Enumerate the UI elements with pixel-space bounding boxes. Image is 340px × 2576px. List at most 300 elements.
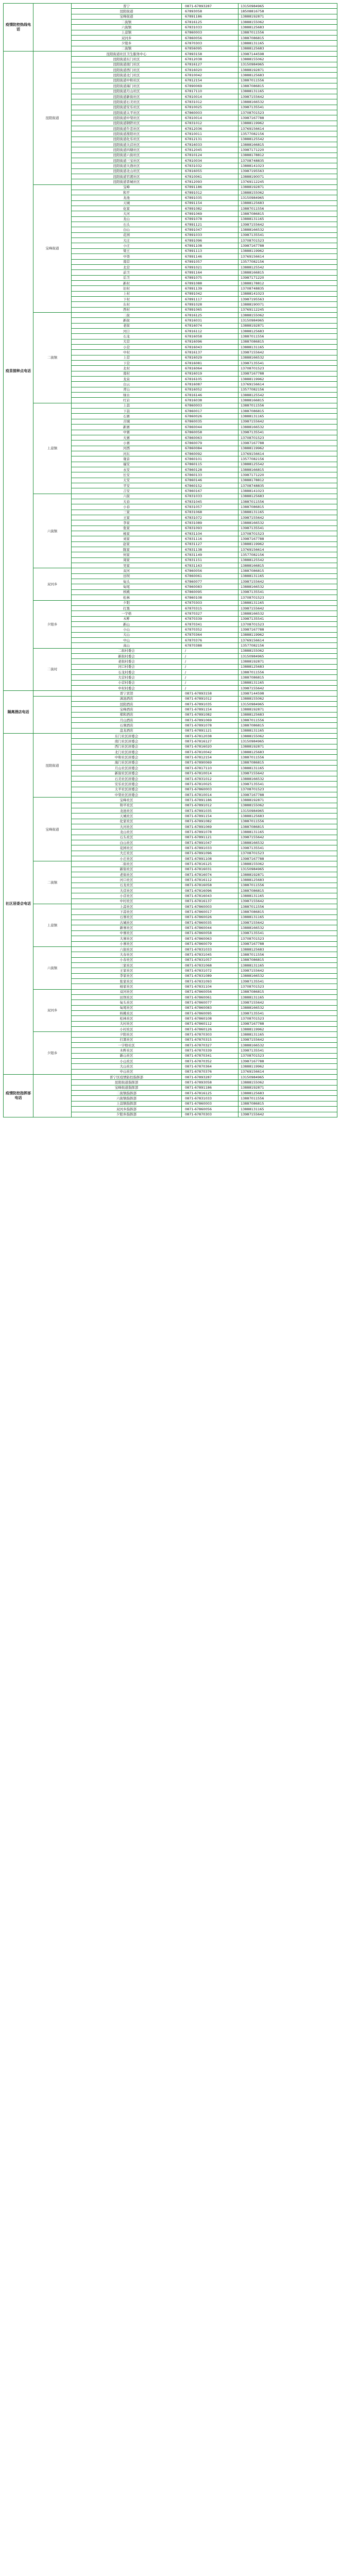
mobile-number[interactable]: 13708748835 (239, 158, 337, 163)
mobile-number[interactable]: 13888166532 (239, 584, 337, 589)
mobile-number[interactable]: 13888166815 (239, 398, 337, 403)
landline-number[interactable]: / (182, 653, 239, 658)
mobile-number[interactable]: 13987171220 (239, 275, 337, 280)
mobile-number[interactable]: 13888192871 (239, 67, 337, 73)
landline-number[interactable]: 0871-67831057 (182, 957, 239, 962)
landline-number[interactable]: 0871-67831093 (182, 978, 239, 984)
mobile-number[interactable]: 13987155642 (239, 515, 337, 520)
landline-number[interactable]: 67810014 (182, 115, 239, 121)
mobile-number[interactable]: 13577082156 (239, 643, 337, 648)
landline-number[interactable]: 0871-67816031 (182, 867, 239, 872)
mobile-number[interactable]: 13887086815 (239, 723, 337, 728)
landline-number[interactable]: 67891096 (182, 238, 239, 243)
landline-number[interactable]: 67831057 (182, 504, 239, 510)
mobile-number[interactable]: 13888190071 (239, 302, 337, 307)
mobile-number[interactable]: 13577082156 (239, 259, 337, 264)
landline-number[interactable]: 67890069 (182, 83, 239, 89)
landline-number[interactable]: 0871-67870352 (182, 1059, 239, 1064)
landline-number[interactable]: 67891047 (182, 227, 239, 232)
mobile-number[interactable]: 13987195563 (239, 168, 337, 174)
landline-number[interactable]: 0871-67831089 (182, 973, 239, 978)
landline-number[interactable]: 67860035 (182, 419, 239, 424)
landline-number[interactable]: 0871-67891108 (182, 856, 239, 861)
landline-number[interactable]: 67891065 (182, 307, 239, 312)
mobile-number[interactable]: 13888131165 (239, 414, 337, 419)
mobile-number[interactable]: 13888155062 (239, 861, 337, 867)
landline-number[interactable]: 67831089 (182, 520, 239, 526)
landline-number[interactable]: 0871-67816125 (182, 1091, 239, 1096)
landline-number[interactable]: 67816031 (182, 318, 239, 323)
mobile-number[interactable]: 13987135541 (239, 589, 337, 595)
mobile-number[interactable]: 13887011556 (239, 403, 337, 408)
mobile-number[interactable]: 13577082156 (239, 387, 337, 392)
landline-number[interactable]: 0871-67870315 (182, 1037, 239, 1042)
mobile-number[interactable]: 13987167788 (239, 371, 337, 376)
mobile-number[interactable]: 13708701523 (239, 435, 337, 440)
mobile-number[interactable]: 13888141023 (239, 163, 337, 168)
landline-number[interactable]: 0871-67810025 (182, 782, 239, 787)
mobile-number[interactable]: 13987135541 (239, 978, 337, 984)
mobile-number[interactable]: 13888155062 (239, 734, 337, 739)
mobile-number[interactable]: 13708701523 (239, 531, 337, 536)
mobile-number[interactable]: 13987155642 (239, 1112, 337, 1117)
landline-number[interactable]: 0871-67870339 (182, 1048, 239, 1053)
mobile-number[interactable]: 13887086815 (239, 504, 337, 510)
landline-number[interactable]: 67860092 (182, 451, 239, 456)
mobile-number[interactable]: 13987155642 (239, 899, 337, 904)
mobile-number[interactable]: 13987155642 (239, 605, 337, 611)
mobile-number[interactable]: 13888131165 (239, 1107, 337, 1112)
landline-number[interactable]: 0871-67831068 (182, 962, 239, 968)
landline-number[interactable]: 0871-67891154 (182, 814, 239, 819)
landline-number[interactable]: 67891113 (182, 248, 239, 253)
mobile-number[interactable]: 13887086815 (239, 888, 337, 893)
mobile-number[interactable]: 13888131165 (239, 345, 337, 350)
landline-number[interactable]: 0871-67816020 (182, 744, 239, 749)
landline-number[interactable]: 0871-67816112 (182, 877, 239, 883)
landline-number[interactable]: 0871-67831033 (182, 946, 239, 952)
mobile-number[interactable]: 13888125683 (239, 200, 337, 206)
mobile-number[interactable]: 13888125683 (239, 750, 337, 755)
landline-number[interactable]: 67860003 (182, 403, 239, 408)
landline-number[interactable]: 0871-67891047 (182, 840, 239, 845)
landline-number[interactable]: 67831033 (182, 25, 239, 30)
mobile-number[interactable]: 13987135541 (239, 930, 337, 936)
mobile-number[interactable]: 13888125683 (239, 46, 337, 51)
landline-number[interactable]: 67891028 (182, 302, 239, 307)
landline-number[interactable]: 67860084 (182, 446, 239, 451)
mobile-number[interactable]: 13888131165 (239, 680, 337, 685)
mobile-number[interactable]: 13887011556 (239, 206, 337, 211)
landline-number[interactable]: 67860101 (182, 456, 239, 462)
mobile-number[interactable]: 13888131165 (239, 962, 337, 968)
landline-number[interactable]: 67860003 (182, 30, 239, 35)
mobile-number[interactable]: 13888125683 (239, 814, 337, 819)
landline-number[interactable]: 0871-67860061 (182, 994, 239, 999)
mobile-number[interactable]: 13887011556 (239, 78, 337, 83)
landline-number[interactable]: 67891186 (182, 184, 239, 190)
landline-number[interactable]: 0871-67893058 (182, 1080, 239, 1085)
mobile-number[interactable]: 13708748835 (239, 286, 337, 291)
landline-number[interactable]: 0871-67860058 (182, 930, 239, 936)
landline-number[interactable]: 67870303 (182, 41, 239, 46)
mobile-number[interactable]: 13888125683 (239, 73, 337, 78)
mobile-number[interactable]: 13888119962 (239, 446, 337, 451)
landline-number[interactable]: 67831104 (182, 531, 239, 536)
landline-number[interactable]: 67860044 (182, 425, 239, 430)
mobile-number[interactable]: 13888125683 (239, 946, 337, 952)
landline-number[interactable]: 67870303 (182, 600, 239, 605)
landline-number[interactable]: 67816074 (182, 323, 239, 328)
landline-number[interactable]: 0871-67891012 (182, 803, 239, 808)
landline-number[interactable]: 67860108 (182, 595, 239, 600)
landline-number[interactable]: 0871-67891082 (182, 819, 239, 824)
landline-number[interactable]: 0871-67816043 (182, 893, 239, 899)
mobile-number[interactable]: 13888131165 (239, 994, 337, 999)
mobile-number[interactable]: 13888166815 (239, 142, 337, 147)
landline-number[interactable]: 67816055 (182, 168, 239, 174)
landline-number[interactable]: 0871-67891078 (182, 829, 239, 835)
mobile-number[interactable]: 13987135541 (239, 616, 337, 621)
mobile-number[interactable]: 13888166815 (239, 270, 337, 275)
landline-number[interactable]: 67891069 (182, 211, 239, 216)
landline-number[interactable]: 67816029 (182, 355, 239, 360)
landline-number[interactable]: 67817110 (182, 89, 239, 94)
landline-number[interactable]: 0871-67891121 (182, 835, 239, 840)
landline-number[interactable]: / (182, 648, 239, 653)
mobile-number[interactable]: 13888155062 (239, 1080, 337, 1085)
mobile-number[interactable]: 13708701523 (239, 366, 337, 371)
mobile-number[interactable]: 13887011556 (239, 904, 337, 909)
mobile-number[interactable]: 13150984965 (239, 653, 337, 658)
mobile-number[interactable]: 13888119962 (239, 632, 337, 637)
mobile-number[interactable]: 13888119962 (239, 248, 337, 253)
mobile-number[interactable]: 13987195563 (239, 296, 337, 301)
landline-number[interactable]: 0871-67816074 (182, 872, 239, 877)
landline-number[interactable]: 0871-67891082 (182, 712, 239, 717)
landline-number[interactable]: 67870327 (182, 611, 239, 616)
landline-number[interactable]: 67891139 (182, 286, 239, 291)
mobile-number[interactable]: 13888125683 (239, 877, 337, 883)
mobile-number[interactable]: 13987135541 (239, 526, 337, 531)
mobile-number[interactable]: 13888178812 (239, 280, 337, 285)
landline-number[interactable]: 67816125 (182, 312, 239, 317)
mobile-number[interactable]: 13888192871 (239, 707, 337, 712)
landline-number[interactable]: 67816033 (182, 142, 239, 147)
mobile-number[interactable]: 13887086815 (239, 824, 337, 829)
mobile-number[interactable]: 13888125683 (239, 712, 337, 717)
mobile-number[interactable]: 13577082156 (239, 552, 337, 557)
mobile-number[interactable]: 13987135541 (239, 105, 337, 110)
mobile-number[interactable]: 13708748835 (239, 483, 337, 488)
mobile-number[interactable]: 13708701523 (239, 984, 337, 989)
landline-number[interactable]: 67870376 (182, 637, 239, 642)
mobile-number[interactable]: 13887086815 (239, 957, 337, 962)
landline-number[interactable]: 0871-67870303 (182, 1112, 239, 1117)
landline-number[interactable]: 67831032 (182, 163, 239, 168)
landline-number[interactable]: 67831033 (182, 494, 239, 499)
mobile-number[interactable]: 13708701523 (239, 851, 337, 856)
mobile-number[interactable]: 13987167788 (239, 115, 337, 121)
landline-number[interactable]: 67860133 (182, 472, 239, 478)
landline-number[interactable]: 67870341 (182, 621, 239, 626)
mobile-number[interactable]: 13887086815 (239, 675, 337, 680)
mobile-number[interactable]: 13888192871 (239, 798, 337, 803)
mobile-number[interactable]: 13888166532 (239, 99, 337, 105)
mobile-number[interactable]: 13708701523 (239, 787, 337, 792)
mobile-number[interactable]: 13888192871 (239, 184, 337, 190)
mobile-number[interactable]: 13888166532 (239, 355, 337, 360)
mobile-number[interactable]: 13888131165 (239, 89, 337, 94)
mobile-number[interactable]: 13887011556 (239, 499, 337, 504)
landline-number[interactable]: 67860058 (182, 430, 239, 435)
landline-number[interactable]: 67870352 (182, 627, 239, 632)
landline-number[interactable]: 67816019 (182, 371, 239, 376)
landline-number[interactable]: / (182, 675, 239, 680)
mobile-number[interactable]: 13987135541 (239, 1010, 337, 1015)
landline-number[interactable]: 67810025 (182, 105, 239, 110)
mobile-number[interactable]: 13887011556 (239, 819, 337, 824)
landline-number[interactable]: 67860056 (182, 568, 239, 573)
landline-number[interactable]: 0871-67870376 (182, 1069, 239, 1074)
mobile-number[interactable]: 13888190071 (239, 174, 337, 179)
mobile-number[interactable]: 13769156614 (239, 254, 337, 259)
landline-number[interactable]: 67891082 (182, 206, 239, 211)
mobile-number[interactable]: 13888131165 (239, 766, 337, 771)
mobile-number[interactable]: 13888166532 (239, 227, 337, 232)
mobile-number[interactable]: 13987135541 (239, 430, 337, 435)
landline-number[interactable]: 0871-67831012 (182, 776, 239, 781)
landline-number[interactable]: 67816146 (182, 393, 239, 398)
mobile-number[interactable]: 13888131165 (239, 600, 337, 605)
mobile-number[interactable]: 13887011556 (239, 952, 337, 957)
landline-number[interactable]: 0871-67893287 (182, 4, 239, 9)
mobile-number[interactable]: 13987155642 (239, 835, 337, 840)
landline-number[interactable]: 67891042 (182, 291, 239, 296)
landline-number[interactable]: 67831151 (182, 557, 239, 563)
mobile-number[interactable]: 13888155062 (239, 648, 337, 653)
landline-number[interactable]: 67860056 (182, 36, 239, 41)
mobile-number[interactable]: 13887011556 (239, 1096, 337, 1101)
mobile-number[interactable]: 13987167788 (239, 440, 337, 446)
mobile-number[interactable]: 13888166815 (239, 563, 337, 568)
landline-number[interactable]: 0871-67893158 (182, 691, 239, 696)
landline-number[interactable]: 67893058 (182, 9, 239, 14)
landline-number[interactable]: 0871-67812038 (182, 734, 239, 739)
mobile-number[interactable]: 13888192871 (239, 14, 337, 19)
landline-number[interactable]: 0871-67891186 (182, 1085, 239, 1090)
landline-number[interactable]: 67831093 (182, 526, 239, 531)
mobile-number[interactable]: 13708701523 (239, 1053, 337, 1058)
mobile-number[interactable]: 13888166532 (239, 1005, 337, 1010)
mobile-number[interactable]: 13888166532 (239, 425, 337, 430)
mobile-number[interactable]: 13888192871 (239, 744, 337, 749)
landline-number[interactable]: 67812154 (182, 78, 239, 83)
landline-number[interactable]: 67816137 (182, 350, 239, 355)
mobile-number[interactable]: 13150984965 (239, 1075, 337, 1080)
mobile-number[interactable]: 13708701523 (239, 110, 337, 115)
mobile-number[interactable]: 13888155062 (239, 20, 337, 25)
landline-number[interactable]: / (182, 669, 239, 674)
mobile-number[interactable]: 13987167788 (239, 792, 337, 797)
mobile-number[interactable]: 13987155642 (239, 920, 337, 925)
landline-number[interactable]: 67860083 (182, 584, 239, 589)
mobile-number[interactable]: 13888125542 (239, 264, 337, 269)
landline-number[interactable]: 0871-67860083 (182, 1005, 239, 1010)
landline-number[interactable]: 67816096 (182, 339, 239, 344)
mobile-number[interactable]: 13887086815 (239, 211, 337, 216)
mobile-number[interactable]: 13888131165 (239, 573, 337, 579)
mobile-number[interactable]: 13888125542 (239, 462, 337, 467)
landline-number[interactable]: 0871-67870327 (182, 1043, 239, 1048)
mobile-number[interactable]: 13888166532 (239, 840, 337, 845)
mobile-number[interactable]: 13987167788 (239, 941, 337, 946)
landline-number[interactable]: 0871-67891012 (182, 696, 239, 701)
mobile-number[interactable]: 13887086815 (239, 989, 337, 994)
mobile-number[interactable]: 13987144598 (239, 691, 337, 696)
landline-number[interactable]: 0871-67860112 (182, 1021, 239, 1026)
mobile-number[interactable]: 13769112245 (239, 307, 337, 312)
landline-number[interactable]: 0871-67860035 (182, 920, 239, 925)
landline-number[interactable]: 67810011 (182, 131, 239, 137)
mobile-number[interactable]: 13888155062 (239, 312, 337, 317)
mobile-number[interactable]: 13987167788 (239, 627, 337, 632)
mobile-number[interactable]: 13887086815 (239, 83, 337, 89)
mobile-number[interactable]: 13888141023 (239, 488, 337, 494)
landline-number[interactable]: 67860167 (182, 488, 239, 494)
landline-number[interactable]: 67831116 (182, 536, 239, 541)
landline-number[interactable]: 0871-67891078 (182, 723, 239, 728)
mobile-number[interactable]: 13888119962 (239, 121, 337, 126)
mobile-number[interactable]: 13987135541 (239, 361, 337, 366)
landline-number[interactable]: 0871-67816096 (182, 888, 239, 893)
mobile-number[interactable]: 13888125542 (239, 557, 337, 563)
landline-number[interactable]: 67860077 (182, 579, 239, 584)
landline-number[interactable]: 0871-67860126 (182, 1027, 239, 1032)
landline-number[interactable]: 67810042 (182, 73, 239, 78)
landline-number[interactable]: 0871-67816125 (182, 861, 239, 867)
mobile-number[interactable]: 13888119962 (239, 377, 337, 382)
landline-number[interactable]: 67891057 (182, 259, 239, 264)
mobile-number[interactable]: 13888131165 (239, 893, 337, 899)
landline-number[interactable]: 67816127 (182, 62, 239, 67)
mobile-number[interactable]: 13888125683 (239, 25, 337, 30)
mobile-number[interactable]: 13888125683 (239, 328, 337, 333)
mobile-number[interactable]: 13888131165 (239, 728, 337, 733)
mobile-number[interactable]: 13888125683 (239, 664, 337, 669)
landline-number[interactable]: 67891078 (182, 216, 239, 222)
landline-number[interactable]: 67816058 (182, 334, 239, 339)
mobile-number[interactable]: 13708701523 (239, 238, 337, 243)
landline-number[interactable]: 67891088 (182, 280, 239, 285)
landline-number[interactable]: 0871-67816127 (182, 739, 239, 744)
mobile-number[interactable]: 13888166815 (239, 467, 337, 472)
mobile-number[interactable]: 13888131165 (239, 216, 337, 222)
landline-number[interactable]: 67816043 (182, 345, 239, 350)
mobile-number[interactable]: 13888166532 (239, 776, 337, 781)
landline-number[interactable]: 0871-67812154 (182, 755, 239, 760)
mobile-number[interactable]: 13888119962 (239, 1064, 337, 1069)
mobile-number[interactable]: 13708701523 (239, 1016, 337, 1021)
landline-number[interactable]: 67831045 (182, 499, 239, 504)
landline-number[interactable]: 67860115 (182, 462, 239, 467)
landline-number[interactable]: 67831072 (182, 515, 239, 520)
mobile-number[interactable]: 13769156614 (239, 451, 337, 456)
landline-number[interactable]: 0871-67891096 (182, 851, 239, 856)
mobile-number[interactable]: 13150984965 (239, 318, 337, 323)
landline-number[interactable]: 0871-67816058 (182, 883, 239, 888)
landline-number[interactable]: 67810034 (182, 158, 239, 163)
mobile-number[interactable]: 13888131165 (239, 1032, 337, 1037)
landline-number[interactable]: 67891164 (182, 270, 239, 275)
mobile-number[interactable]: 13888141023 (239, 291, 337, 296)
mobile-number[interactable]: 13987155642 (239, 222, 337, 227)
landline-number[interactable]: 67812038 (182, 57, 239, 62)
landline-number[interactable]: 67860061 (182, 573, 239, 579)
mobile-number[interactable]: 13887086815 (239, 909, 337, 914)
landline-number[interactable]: 0871-67810014 (182, 771, 239, 776)
landline-number[interactable]: 0871-67860079 (182, 941, 239, 946)
mobile-number[interactable]: 13888125683 (239, 1091, 337, 1096)
landline-number[interactable]: 67891033 (182, 232, 239, 238)
mobile-number[interactable]: 13888155062 (239, 57, 337, 62)
mobile-number[interactable]: 13987167788 (239, 243, 337, 248)
mobile-number[interactable]: 13769156614 (239, 1069, 337, 1074)
landline-number[interactable]: 0871-67860063 (182, 936, 239, 941)
mobile-number[interactable]: 13887011556 (239, 755, 337, 760)
mobile-number[interactable]: 13150984965 (239, 739, 337, 744)
mobile-number[interactable]: 13577082156 (239, 131, 337, 137)
landline-number[interactable]: 0871-67860003 (182, 904, 239, 909)
landline-number[interactable]: 67870339 (182, 616, 239, 621)
landline-number[interactable]: 67831012 (182, 121, 239, 126)
landline-number[interactable]: / (182, 686, 239, 691)
landline-number[interactable]: 67810014 (182, 94, 239, 99)
mobile-number[interactable]: 13987135541 (239, 782, 337, 787)
landline-number[interactable]: 67860152 (182, 483, 239, 488)
landline-number[interactable]: 67891035 (182, 195, 239, 200)
landline-number[interactable]: 67860128 (182, 467, 239, 472)
landline-number[interactable]: 67891108 (182, 243, 239, 248)
landline-number[interactable]: 0871-67810042 (182, 750, 239, 755)
mobile-number[interactable]: 13987155642 (239, 968, 337, 973)
landline-number[interactable]: 0871-67831072 (182, 968, 239, 973)
landline-number[interactable]: 0871-67870303 (182, 1032, 239, 1037)
landline-number[interactable]: 67816052 (182, 387, 239, 392)
mobile-number[interactable]: 13987167788 (239, 856, 337, 861)
mobile-number[interactable]: 13888125542 (239, 137, 337, 142)
landline-number[interactable]: 0871-67870341 (182, 1053, 239, 1058)
landline-number[interactable]: 67891012 (182, 190, 239, 195)
landline-number[interactable]: 67831127 (182, 541, 239, 547)
landline-number[interactable]: 67812131 (182, 137, 239, 142)
mobile-number[interactable]: 13987167788 (239, 1059, 337, 1064)
landline-number[interactable]: 0871-67860017 (182, 909, 239, 914)
landline-number[interactable]: 67860017 (182, 409, 239, 414)
landline-number[interactable]: 0871-67891069 (182, 718, 239, 723)
landline-number[interactable]: 67891146 (182, 254, 239, 259)
mobile-number[interactable]: 13708701523 (239, 621, 337, 626)
landline-number[interactable]: 0871-67860056 (182, 989, 239, 994)
mobile-number[interactable]: 13150984965 (239, 4, 337, 9)
mobile-number[interactable]: 13887011556 (239, 883, 337, 888)
mobile-number[interactable]: 13888192871 (239, 1085, 337, 1090)
landline-number[interactable]: 0871-67890069 (182, 760, 239, 765)
landline-number[interactable]: 0871-67860044 (182, 925, 239, 930)
landline-number[interactable]: 67816125 (182, 20, 239, 25)
mobile-number[interactable]: 13888178812 (239, 478, 337, 483)
landline-number[interactable]: 67891154 (182, 200, 239, 206)
